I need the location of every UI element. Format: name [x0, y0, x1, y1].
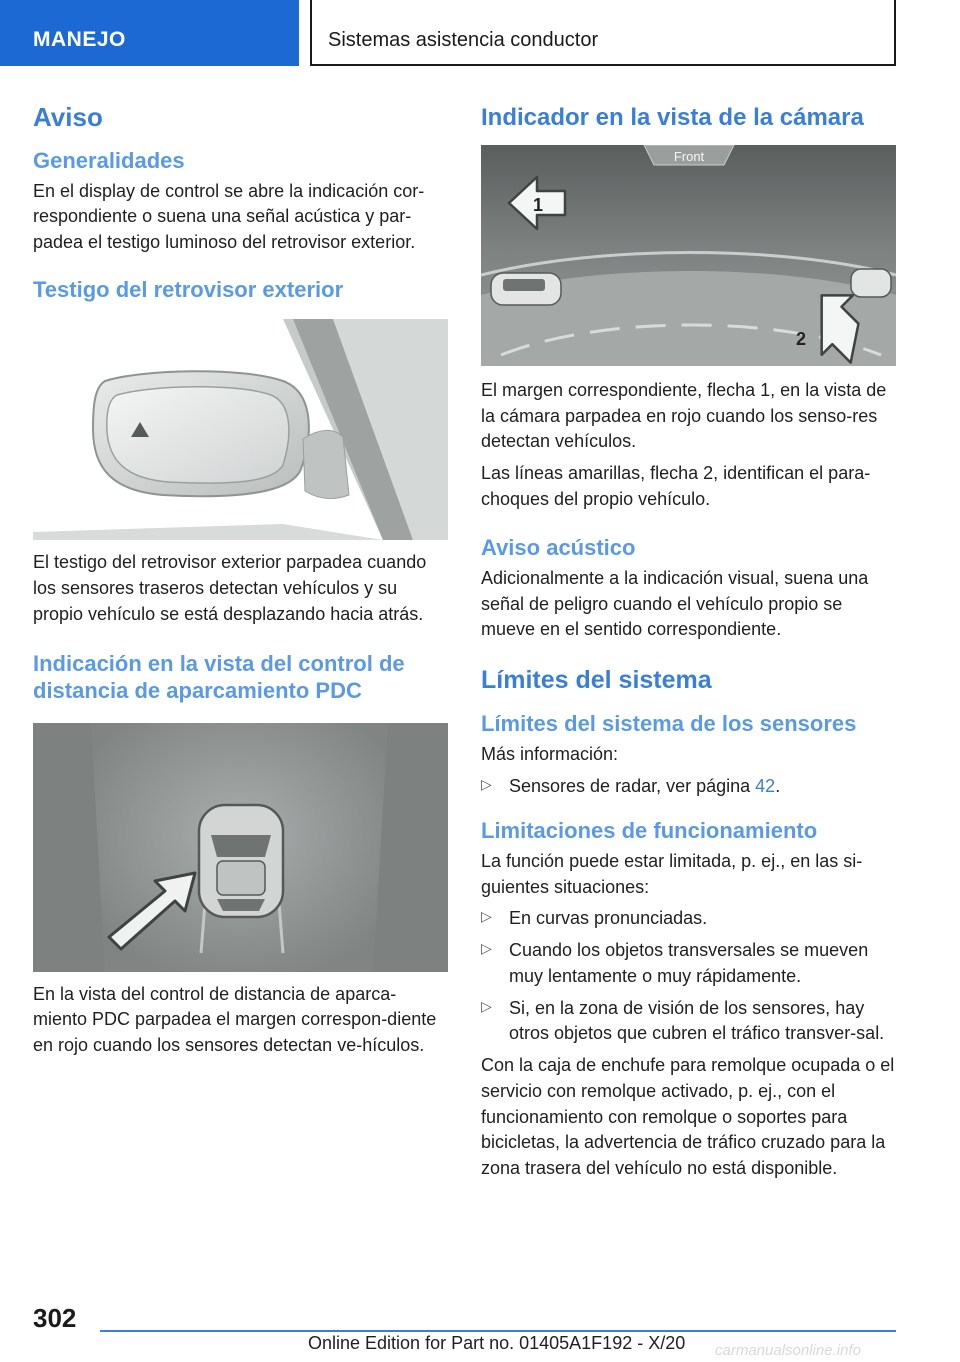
page-link-42[interactable]: 42: [755, 775, 776, 796]
bullet-vision: [481, 996, 896, 1047]
bullet-sensores: [481, 774, 896, 800]
heading-testigo: Testigo del retrovisor exterior: [33, 276, 344, 302]
chapter-title: Sistemas asistencia conductor: [328, 29, 599, 51]
bullet-objetos: [481, 938, 896, 989]
heading-limites-sensores: Límites del sistema de los sensores: [481, 711, 857, 737]
heading-pdc: Indicación en la vista del control de distancia de aparcamiento PDC: [33, 650, 405, 704]
mirror-illustration: [33, 319, 448, 540]
bullet-mark: ▷: [481, 908, 492, 925]
text-remolque: Con la caja de enchufe para remolque ocupada o el servicio con remolque activado, p. ej., con el funcionamiento con remolque o soportes para bicicletas, la advertencia de tráfico cruzado para la zona trasera del vehículo no está disponible.: [481, 1055, 895, 1178]
pdc-illustration: [33, 723, 448, 972]
section-title: MANEJO: [33, 28, 126, 51]
heading-generalidades: Generalidades: [33, 148, 185, 174]
bullet-text: Cuando los objetos transversales se mueven muy lentamente o muy rápidamente.: [509, 940, 869, 986]
bullet-sensores-text: Sensores de radar, ver página: [509, 775, 756, 796]
text-camara-1: El margen correspondiente, flecha 1, en la vista de la cámara parpadea en rojo cuando los senso-res detectan vehículos.: [481, 379, 887, 452]
bullet-sensores-end: .: [775, 775, 781, 796]
heading-acustico: Aviso acústico: [481, 535, 636, 561]
bullet-mark: ▷: [481, 997, 492, 1014]
camera-front-sign: Front: [673, 148, 705, 164]
left-column: [33, 96, 448, 1059]
callout-2: 2: [795, 328, 807, 349]
bullet-curvas: [481, 906, 896, 932]
text-testigo: El testigo del retrovisor exterior parpadea cuando los sensores traseros detectan vehículos y su propio vehículo se está desplazando hacia atrás.: [33, 552, 427, 624]
callout-1: 1: [532, 194, 544, 215]
right-column: [481, 96, 896, 1182]
bullet-text: En curvas pronunciadas.: [509, 908, 708, 929]
footer-edition: Online Edition for Part no. 01405A1F192 - X/20: [308, 1333, 686, 1353]
heading-limitaciones: Limitaciones de funcionamiento: [481, 818, 818, 844]
bullet-mark: ▷: [481, 940, 492, 957]
header-chapter-box: [310, 0, 896, 66]
text-limitaciones: La función puede estar limitada, p. ej., en las si-guientes situaciones:: [481, 850, 863, 897]
text-acustico: Adicionalmente a la indicación visual, suena una señal de peligro cuando el vehículo propio se mueve en el sentido correspondiente.: [481, 567, 869, 640]
watermark: carmanualsonline.info: [715, 1342, 861, 1359]
camera-view-illustration: [481, 145, 896, 366]
page-number: 302: [33, 1303, 77, 1333]
bullet-mark: ▷: [481, 775, 492, 792]
footer-divider: [100, 1330, 896, 1332]
text-generalidades: En el display de control se abre la indicación cor-respondiente o suena una señal acústica y par-padea el testigo luminoso del retrovisor exterior.: [33, 180, 425, 253]
bullet-text: Si, en la zona de visión de los sensores, hay otros objetos que cubren el tráfico transver-sal.: [509, 997, 885, 1044]
text-camara-2: Las líneas amarillas, flecha 2, identifican el para-choques del propio vehículo.: [481, 463, 871, 509]
text-mas-info: Más información:: [481, 743, 619, 764]
heading-aviso: Aviso: [33, 102, 103, 132]
text-pdc: En la vista del control de distancia de aparca-miento PDC parpadea el margen correspon-diente en rojo cuando los sensores detectan ve-hículos.: [33, 983, 437, 1056]
header-section-tab: [0, 0, 299, 66]
heading-camara: Indicador en la vista de la cámara: [481, 104, 864, 131]
heading-limites: Límites del sistema: [481, 666, 712, 695]
